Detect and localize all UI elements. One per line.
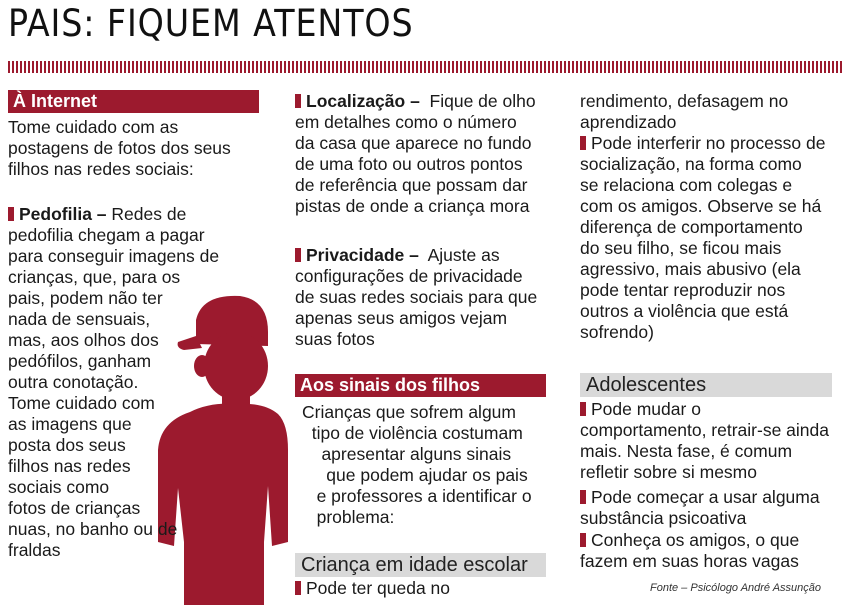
localizacao-text: Fique de olho em detalhes como o número da casa que aparece no fundo de uma foto ou outros pontos de referência que possam dar pistas de onde a criança mora [295,91,536,216]
privacidade-title: Privacidade – [306,245,419,265]
bullet-marker [580,136,586,150]
bullet-marker [295,581,301,595]
bullet-marker [295,248,301,262]
pedofilia-text: Redes de pedofilia chegam a pagar para conseguir imagens de crianças, que, para os pais, podem não ter nada de sensuais, mas, aos olhos dos pedófilos, ganham outra conotação. Tome cuidado com as imagens que posta dos seus filhos nas redes sociais como fotos de crianças nuas, no banho ou de fraldas [8,204,220,560]
adol-item-1: Pode mudar o comportamento, retrair-se ainda mais. Nesta fase, é comum refletir sobre si mesmo [580,399,829,482]
section-header-escolar: Criança em idade escolar [295,553,546,577]
bullet-marker [8,207,14,221]
bullet-marker [580,533,586,547]
bullet-marker [295,94,301,108]
page-title: PAIS: FIQUEM ATENTOS [8,2,414,45]
section-header-internet: À Internet [8,90,259,113]
pedofilia-paragraph [8,204,219,561]
internet-intro-text: Tome cuidado com as postagens de fotos dos seus filhos nas redes sociais: [8,117,231,179]
localizacao-paragraph [295,91,536,217]
adol-item-2: Pode começar a usar alguma substância psicoativa [580,487,820,528]
section-header-sinais: Aos sinais dos filhos [295,374,546,397]
localizacao-title: Localização – [306,91,420,111]
privacidade-text: Ajuste as configurações de privacidade de suas redes sociais para que apenas seus amigos vejam suas fotos [295,245,538,349]
adol-item-3: Conheça os amigos, o que fazem em suas horas vagas [580,530,800,571]
escolar-item: Pode ter queda no [295,578,450,599]
decorative-stripe [8,61,844,73]
sinais-text: Crianças que sofrem algum tipo de violência costumam apresentar alguns sinais que podem ajudar os pais e professores a identificar o problema: [302,402,532,527]
bullet-marker [580,490,586,504]
bullet-marker [580,402,586,416]
privacidade-paragraph [295,245,537,350]
escolar-item-2: Pode interferir no processo de socialização, na forma como se relaciona com colegas e com os amigos. Observe se há diferença de comportamento do seu filho, se ficou mais agressivo, mais abusivo (ela pode tentar reproduzir nos outros a violência que está sofrendo) [580,133,826,342]
source-credit: Fonte – Psicólogo André Assunção [650,582,822,594]
escolar-continuation: rendimento, defasagem no aprendizado [580,91,789,132]
section-header-adolescentes: Adolescentes [580,373,832,397]
pedofilia-title: Pedofilia – [19,204,107,224]
